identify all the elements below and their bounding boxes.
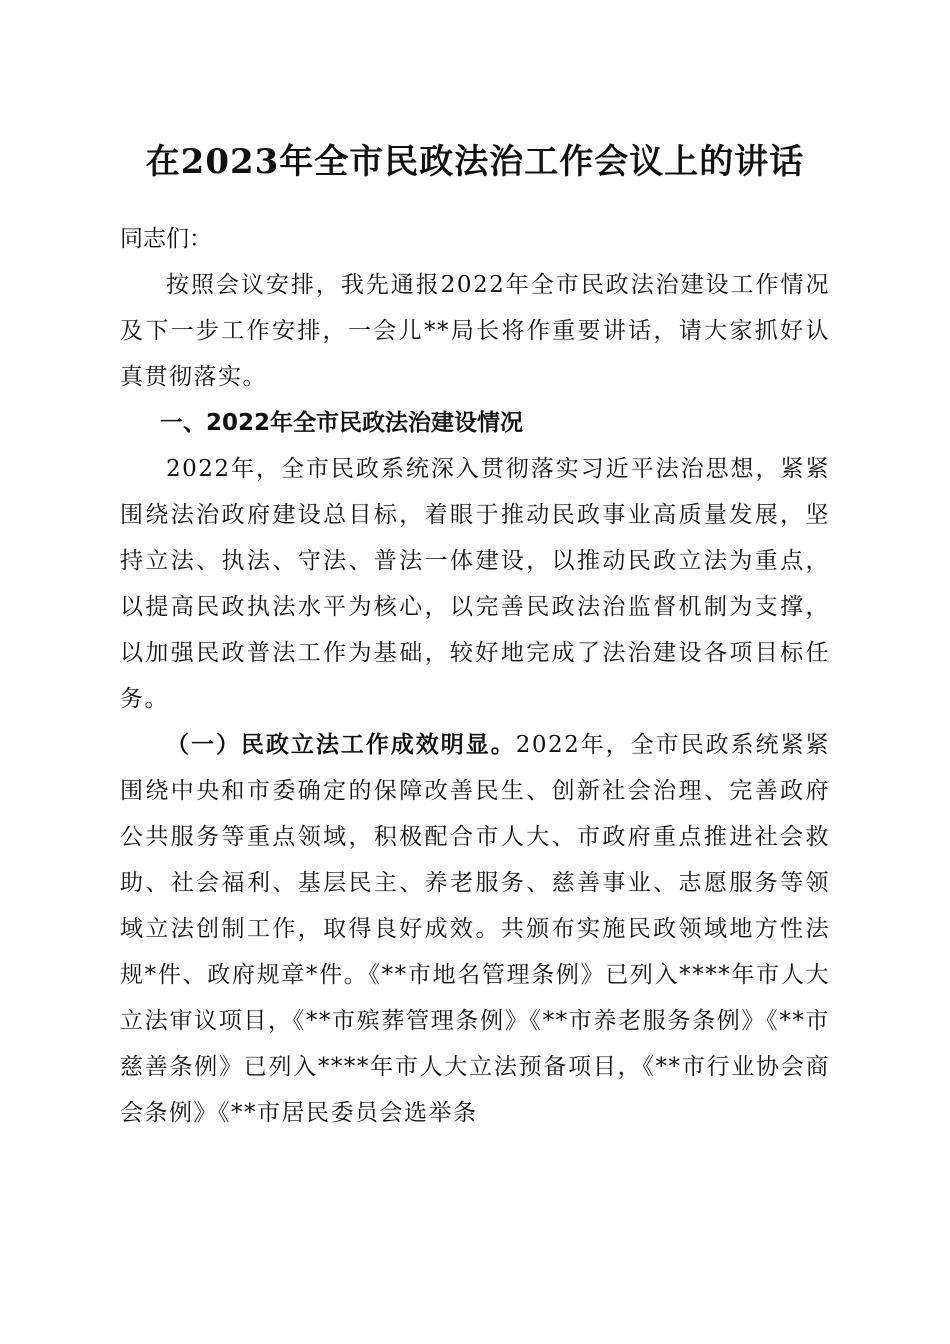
- greeting: 同志们：: [120, 226, 212, 252]
- section-heading-1: 一、2022年全市民政法治建设情况: [160, 410, 524, 436]
- subsection-1-paragraph: [120, 722, 830, 1136]
- subsection-1-body: 2022年，全市民政系统紧紧围绕中央和市委确定的保障改善民生、创新社会治理、完善政府公共服务等重点领域，积极配合市人大、市政府重点推进社会救助、社会福利、基层民主、养老服务、慈善事业、志愿服务等领域立法创制工作，取得良好成效。共颁布实施民政领域地方性法规*件、政府规章*件。《**市地名管理条例》已列入****年市人大立法审议项目，《**市殡葬管理条例》《**市养老服务条例》《**市慈善条例》已列入****年市人大立法预备项目，《**市行业协会商会条例》《**市居民委员会选举条: [120, 732, 830, 1126]
- section-1-paragraph: 2022年，全市民政系统深入贯彻落实习近平法治思想，紧紧围绕法治政府建设总目标，着眼于推动民政事业高质量发展，坚持立法、执法、守法、普法一体建设，以推动民政立法为重点，以提高民政执法水平为核心，以完善民政法治监督机制为支撑，以加强民政普法工作为基础，较好地完成了法治建设各项目标任务。: [120, 456, 830, 712]
- document-title: 在2023年全市民政法治工作会议上的讲话: [145, 142, 805, 182]
- subsection-1-lead: （一）民政立法工作成效明显。: [166, 731, 516, 758]
- intro-paragraph: 按照会议安排，我先通报2022年全市民政法治建设工作情况及下一步工作安排，一会儿**局长将作重要讲话，请大家抓好认真贯彻落实。: [120, 272, 830, 390]
